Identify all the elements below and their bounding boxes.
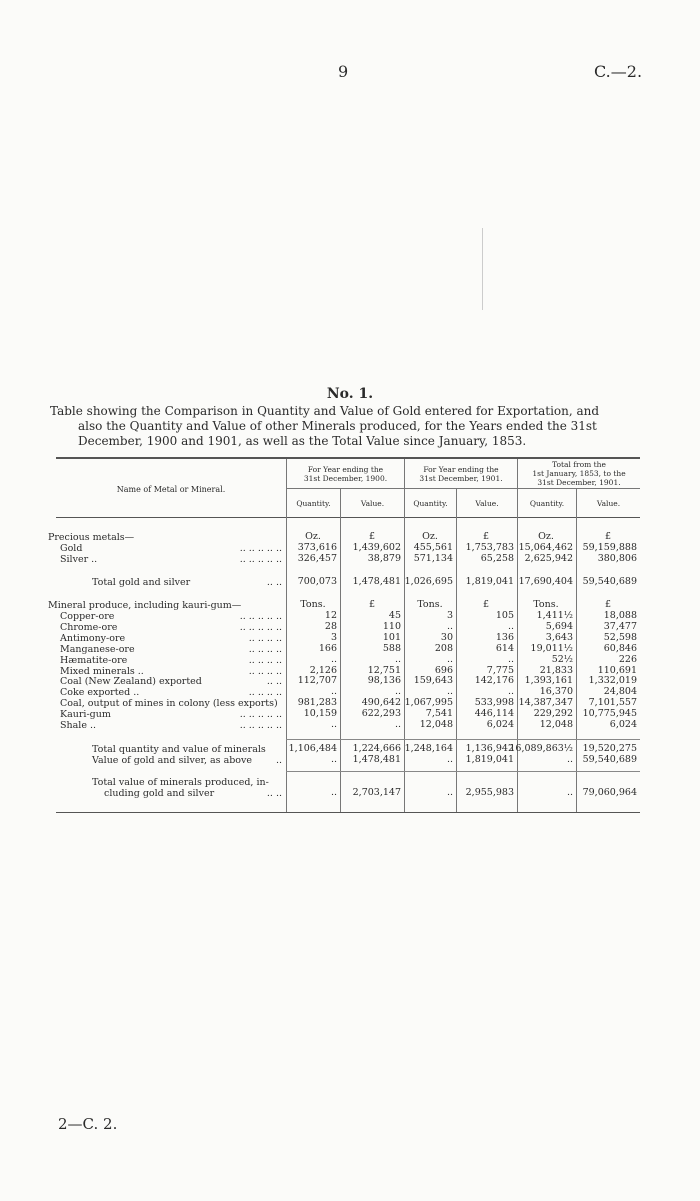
leader-dots: .. .. .. .. — [248, 665, 282, 677]
table-cell: 12,751 — [367, 664, 401, 676]
header-line: 31st December, 1900. — [303, 474, 388, 483]
caption-line: also the Quantity and Value of other Minerals produced, for the Years ended the 31st — [78, 419, 597, 433]
table-cell: 1,067,995 — [404, 697, 453, 709]
row-label: Mixed minerals .. — [60, 665, 144, 677]
table-cell: Oz. — [538, 531, 554, 542]
table-caption — [50, 404, 646, 449]
total-label: Total quantity and value of minerals — [92, 744, 266, 755]
caption-line: December, 1900 and 1901, as well as the Total Value since January, 1853. — [78, 434, 527, 448]
table-cell: 59,540,689 — [582, 754, 637, 765]
leader-dots: .. .. .. .. .. — [239, 720, 282, 731]
table-cell: Tons. — [417, 599, 443, 610]
table-cell: 1,248,164 — [404, 743, 453, 754]
table-cell: £ — [482, 599, 490, 610]
table-cell: Oz. — [305, 531, 321, 542]
table-cell: .. — [446, 653, 453, 665]
table-cell: 12 — [324, 610, 337, 621]
table-cell: 373,616 — [297, 542, 337, 553]
section-title: Mineral produce, including kauri-gum— — [48, 600, 242, 611]
row-label: Antimony-ore — [60, 632, 126, 644]
row-label: Silver .. — [60, 554, 98, 565]
table-cell: .. — [394, 653, 401, 665]
table-cell: 21,833 — [539, 664, 573, 676]
column-header-value: Value. — [360, 499, 385, 508]
table-cell: .. — [446, 787, 453, 798]
table-cell: 7,101,557 — [588, 697, 637, 709]
table-cell: 17,690,404 — [518, 576, 573, 587]
table-cell: 2,703,147 — [352, 787, 401, 798]
table-cell: 696 — [434, 664, 453, 676]
table-cell: 19,520,275 — [582, 743, 637, 754]
table-cell: 15,064,462 — [518, 542, 573, 553]
column-header-value: Value. — [475, 499, 499, 508]
table-cell: .. — [446, 686, 453, 698]
table-cell: £ — [482, 531, 490, 542]
table-cell: 7,775 — [486, 664, 514, 676]
table-cell: 1,393,161 — [524, 675, 573, 687]
leader-dots: .. .. .. .. — [248, 632, 282, 644]
table-cell: 37,477 — [603, 620, 637, 632]
table-cell: 700,073 — [297, 576, 337, 587]
total-label: Value of gold and silver, as above — [92, 755, 253, 766]
table-cell: £ — [604, 531, 612, 542]
table-cell: .. — [446, 754, 453, 765]
column-header-value: Value. — [596, 499, 621, 508]
table-cell: .. — [330, 719, 337, 730]
table-cell: 1,753,783 — [465, 542, 514, 553]
column-header-name: Name of Metal or Mineral. — [116, 485, 226, 494]
table-cell: .. — [330, 686, 337, 698]
totals-rule — [286, 771, 640, 772]
table-cell: 1,478,481 — [352, 754, 401, 765]
leader-dots: .. .. — [266, 676, 282, 688]
table-cell: 208 — [434, 642, 453, 654]
table-cell: 3,643 — [545, 631, 573, 643]
leader-dots: .. .. .. .. — [248, 654, 282, 666]
table-cell: 52½ — [551, 653, 573, 665]
table-cell: 446,114 — [474, 708, 514, 720]
table-cell: .. — [394, 719, 401, 730]
totals-rule — [286, 739, 640, 740]
table-cell: 5,694 — [545, 620, 573, 632]
table-cell: 28 — [324, 620, 337, 632]
table-bottom-rule — [56, 812, 640, 813]
column-group-1901 — [405, 465, 517, 483]
table-cell: 3 — [446, 610, 453, 621]
leader-dots: .. .. .. .. — [248, 643, 282, 655]
table-cell: .. — [394, 686, 401, 698]
row-label: Hæmatite-ore — [60, 654, 128, 666]
table-cell: 59,540,689 — [582, 576, 637, 587]
table-cell: 326,457 — [297, 553, 337, 564]
table-cell: 1,819,041 — [465, 576, 514, 587]
total-label: Total gold and silver — [92, 577, 191, 588]
table-cell: 142,176 — [474, 675, 514, 687]
table-cell: 52,598 — [603, 631, 637, 643]
table-cell: .. — [330, 754, 337, 765]
table-cell: .. — [330, 787, 337, 798]
table-cell: 490,642 — [361, 697, 401, 709]
header-line: For Year ending the — [307, 465, 384, 474]
total-label: Total value of minerals produced, in- — [92, 777, 269, 788]
table-cell: Tons. — [533, 599, 559, 610]
table-cell: 1,819,041 — [465, 754, 514, 765]
leader-dots: .. .. .. .. .. — [239, 709, 282, 721]
leader-dots: .. — [275, 755, 282, 766]
row-label: Coal, output of mines in colony (less exports) — [60, 698, 278, 710]
table-top-rule — [56, 457, 640, 459]
row-label: Kauri-gum — [60, 709, 111, 721]
table-cell: 2,126 — [309, 664, 337, 676]
table-cell: 380,806 — [597, 553, 637, 564]
table-cell: 79,060,964 — [582, 787, 637, 798]
column-group-1900 — [287, 465, 404, 483]
leader-dots: .. .. .. .. .. — [239, 543, 282, 554]
header-line: 1st January, 1853, to the — [532, 469, 626, 478]
table-cell: 136 — [495, 631, 514, 643]
column-group-total — [518, 460, 640, 487]
table-cell: 12,048 — [419, 719, 453, 730]
table-cell: 166 — [318, 642, 337, 654]
table-cell: 16,089,863½ — [509, 743, 573, 754]
table-cell: 1,224,666 — [352, 743, 401, 754]
table-cell: 2,625,942 — [524, 553, 573, 564]
table-cell: .. — [566, 754, 573, 765]
table-cell: £ — [604, 599, 612, 610]
row-label: Coke exported .. — [60, 687, 140, 699]
table-cell: 59,159,888 — [582, 542, 637, 553]
table-cell: 981,283 — [297, 697, 337, 709]
header-line: 31st December, 1901. — [419, 474, 503, 483]
table-cell: 16,370 — [539, 686, 573, 698]
table-cell: 45 — [388, 610, 401, 621]
caption-line: Table showing the Comparison in Quantity and Value of Gold entered for Exportation, and — [50, 404, 600, 418]
table-cell: 614 — [495, 642, 514, 654]
page-number: 9 — [338, 62, 349, 81]
leader-dots: .. .. — [266, 788, 282, 799]
table-cell: .. — [446, 620, 453, 632]
table-cell: 2,955,983 — [465, 787, 514, 798]
row-label: Copper-ore — [60, 611, 115, 622]
table-cell: 98,136 — [367, 675, 401, 687]
table-cell: 1,026,695 — [404, 576, 453, 587]
table-cell: 533,998 — [474, 697, 514, 709]
table-cell: 14,387,347 — [518, 697, 573, 709]
leader-dots: .. .. .. .. .. — [239, 611, 282, 622]
table-cell: .. — [507, 620, 514, 632]
table-cell: 110 — [382, 620, 401, 632]
table-cell: £ — [368, 531, 376, 542]
table-cell: 455,561 — [413, 542, 453, 553]
table-cell: 6,024 — [609, 719, 637, 730]
table-cell: 622,293 — [361, 708, 401, 720]
table-cell: .. — [566, 787, 573, 798]
leader-dots: .. .. — [266, 577, 282, 588]
table-cell: 60,846 — [603, 642, 637, 654]
table-cell: 229,292 — [533, 708, 573, 720]
table-cell: 10,775,945 — [582, 708, 637, 720]
scan-mark — [482, 228, 483, 310]
leader-dots: .. .. .. .. .. — [239, 554, 282, 565]
header-line: 31st December, 1901. — [537, 478, 621, 487]
row-label: Chrome-ore — [60, 621, 118, 633]
section-title: Precious metals— — [48, 532, 135, 543]
table-cell: 6,024 — [486, 719, 514, 730]
table-cell: .. — [330, 653, 337, 665]
row-label: Coal (New Zealand) exported — [60, 676, 202, 688]
table-cell: 1,136,942 — [465, 743, 514, 754]
column-header-quantity: Quantity. — [413, 499, 448, 508]
row-label: Shale .. — [60, 720, 97, 731]
table-cell: 112,707 — [297, 675, 337, 687]
footer-reference: 2—C. 2. — [58, 1115, 118, 1133]
table-cell: 65,258 — [480, 553, 514, 564]
table-cell: Tons. — [300, 599, 326, 610]
table-cell: 1,106,484 — [288, 743, 337, 754]
table-cell: 38,879 — [367, 553, 401, 564]
table-cell: 588 — [382, 642, 401, 654]
column-header-quantity: Quantity. — [296, 499, 331, 508]
table-cell: 10,159 — [303, 708, 337, 720]
header-bottom-rule — [56, 517, 640, 518]
table-cell: .. — [507, 686, 514, 698]
table-cell: 18,088 — [603, 610, 637, 621]
table-cell: 571,134 — [413, 553, 453, 564]
row-label: Gold — [60, 543, 83, 554]
table-cell: .. — [507, 653, 514, 665]
table-cell: 1,439,602 — [352, 542, 401, 553]
header-line: For Year ending the — [423, 465, 499, 474]
table-cell: 3 — [330, 631, 337, 643]
table-cell: 7,541 — [425, 708, 453, 720]
leader-dots: .. .. .. .. — [248, 687, 282, 699]
table-cell: 12,048 — [539, 719, 573, 730]
table-cell: 1,332,019 — [588, 675, 637, 687]
table-cell: 24,804 — [603, 686, 637, 698]
row-label: Manganese-ore — [60, 643, 135, 655]
table-cell: 159,643 — [413, 675, 453, 687]
table-cell: 1,411½ — [536, 610, 573, 621]
table-cell: 226 — [618, 653, 637, 665]
total-label: cluding gold and silver — [104, 788, 215, 799]
table-cell: 19,011½ — [530, 642, 573, 654]
header-line: Total from the — [552, 460, 606, 469]
table-cell: 101 — [382, 631, 401, 643]
table-cell: £ — [368, 599, 376, 610]
table-number: No. 1. — [326, 386, 374, 402]
column-header-quantity: Quantity. — [529, 499, 565, 508]
table-cell: Oz. — [422, 531, 438, 542]
table-cell: 1,478,481 — [352, 576, 401, 587]
table-cell: 110,691 — [597, 664, 637, 676]
leader-dots: .. .. .. .. .. — [239, 621, 282, 633]
document-reference: C.—2. — [594, 62, 643, 81]
table-cell: 105 — [495, 610, 514, 621]
table-cell: 30 — [440, 631, 453, 643]
